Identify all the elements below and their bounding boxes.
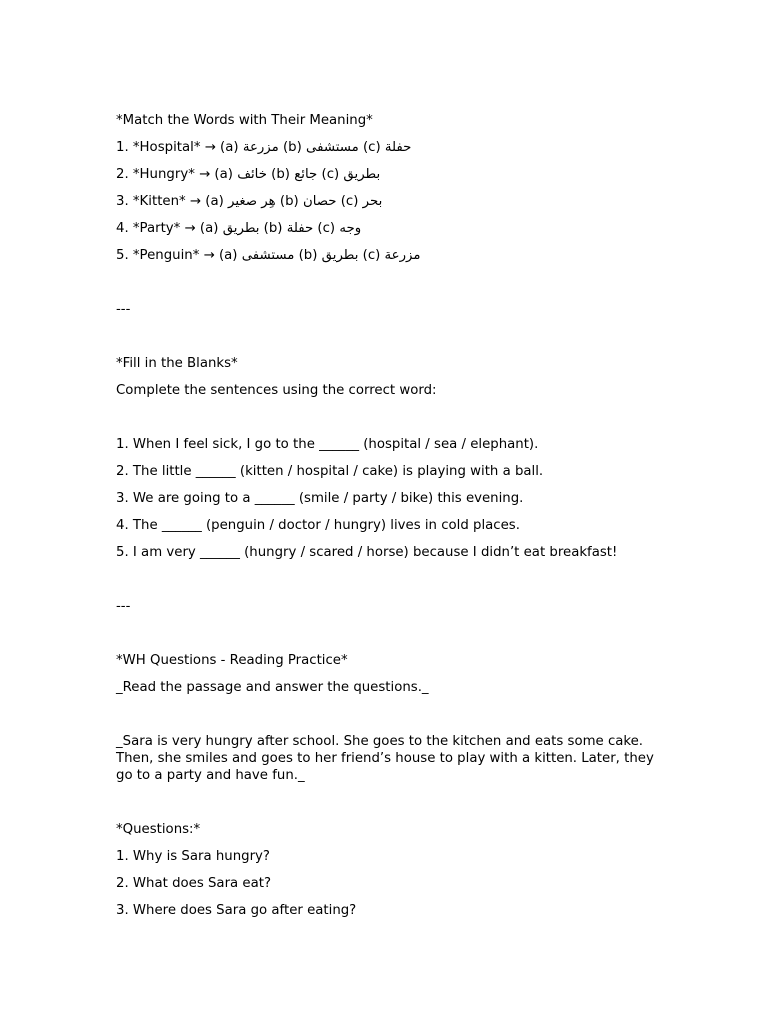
- spacer: [116, 328, 656, 345]
- match-item-2: 2. *Hungry* → (a) خائف (b) جائع (c) بطريق: [116, 167, 381, 182]
- fill-item-1: 1. When I feel sick, I go to the ______ (hospital / sea / elephant).: [116, 437, 539, 452]
- reading-passage: _Sara is very hungry after school. She goes to the kitchen and eats some cake. Then, she smiles and goes to her friend’s house to play with a kitten. Later, they go to a party and have fun._: [116, 734, 654, 783]
- spacer: [116, 794, 656, 811]
- spacer: [116, 571, 656, 588]
- match-item-3: 3. *Kitten* → (a) هِر صغير (b) حصان (c) بحر: [116, 194, 383, 209]
- fill-item-2: 2. The little ______ (kitten / hospital / cake) is playing with a ball.: [116, 464, 544, 479]
- match-item-4: 4. *Party* → (a) بطريق (b) حفلة (c) وجه: [116, 221, 362, 236]
- question-3: 3. Where does Sara go after eating?: [116, 903, 357, 918]
- wh-section-title: *WH Questions - Reading Practice*: [116, 653, 348, 668]
- question-2: 2. What does Sara eat?: [116, 876, 272, 891]
- separator-1: ---: [116, 302, 131, 317]
- fill-section-title: *Fill in the Blanks*: [116, 356, 238, 371]
- question-1: 1. Why is Sara hungry?: [116, 849, 270, 864]
- worksheet-page: [116, 112, 656, 929]
- fill-section-instruction: Complete the sentences using the correct word:: [116, 383, 437, 398]
- match-item-5: 5. *Penguin* → (a) مستشفى (b) بطريق (c) مزرعة: [116, 248, 421, 263]
- fill-item-4: 4. The ______ (penguin / doctor / hungry) lives in cold places.: [116, 518, 520, 533]
- separator-2: ---: [116, 599, 131, 614]
- wh-section-instruction: _Read the passage and answer the questions._: [116, 680, 429, 695]
- match-item-1: 1. *Hospital* → (a) مزرعة (b) مستشفى (c) حفلة: [116, 140, 412, 155]
- spacer: [116, 625, 656, 642]
- fill-item-5: 5. I am very ______ (hungry / scared / horse) because I didn’t eat breakfast!: [116, 545, 618, 560]
- spacer: [116, 706, 656, 723]
- questions-title: *Questions:*: [116, 822, 201, 837]
- spacer: [116, 274, 656, 291]
- match-section-title: *Match the Words with Their Meaning*: [116, 113, 373, 128]
- spacer: [116, 409, 656, 426]
- fill-item-3: 3. We are going to a ______ (smile / party / bike) this evening.: [116, 491, 524, 506]
